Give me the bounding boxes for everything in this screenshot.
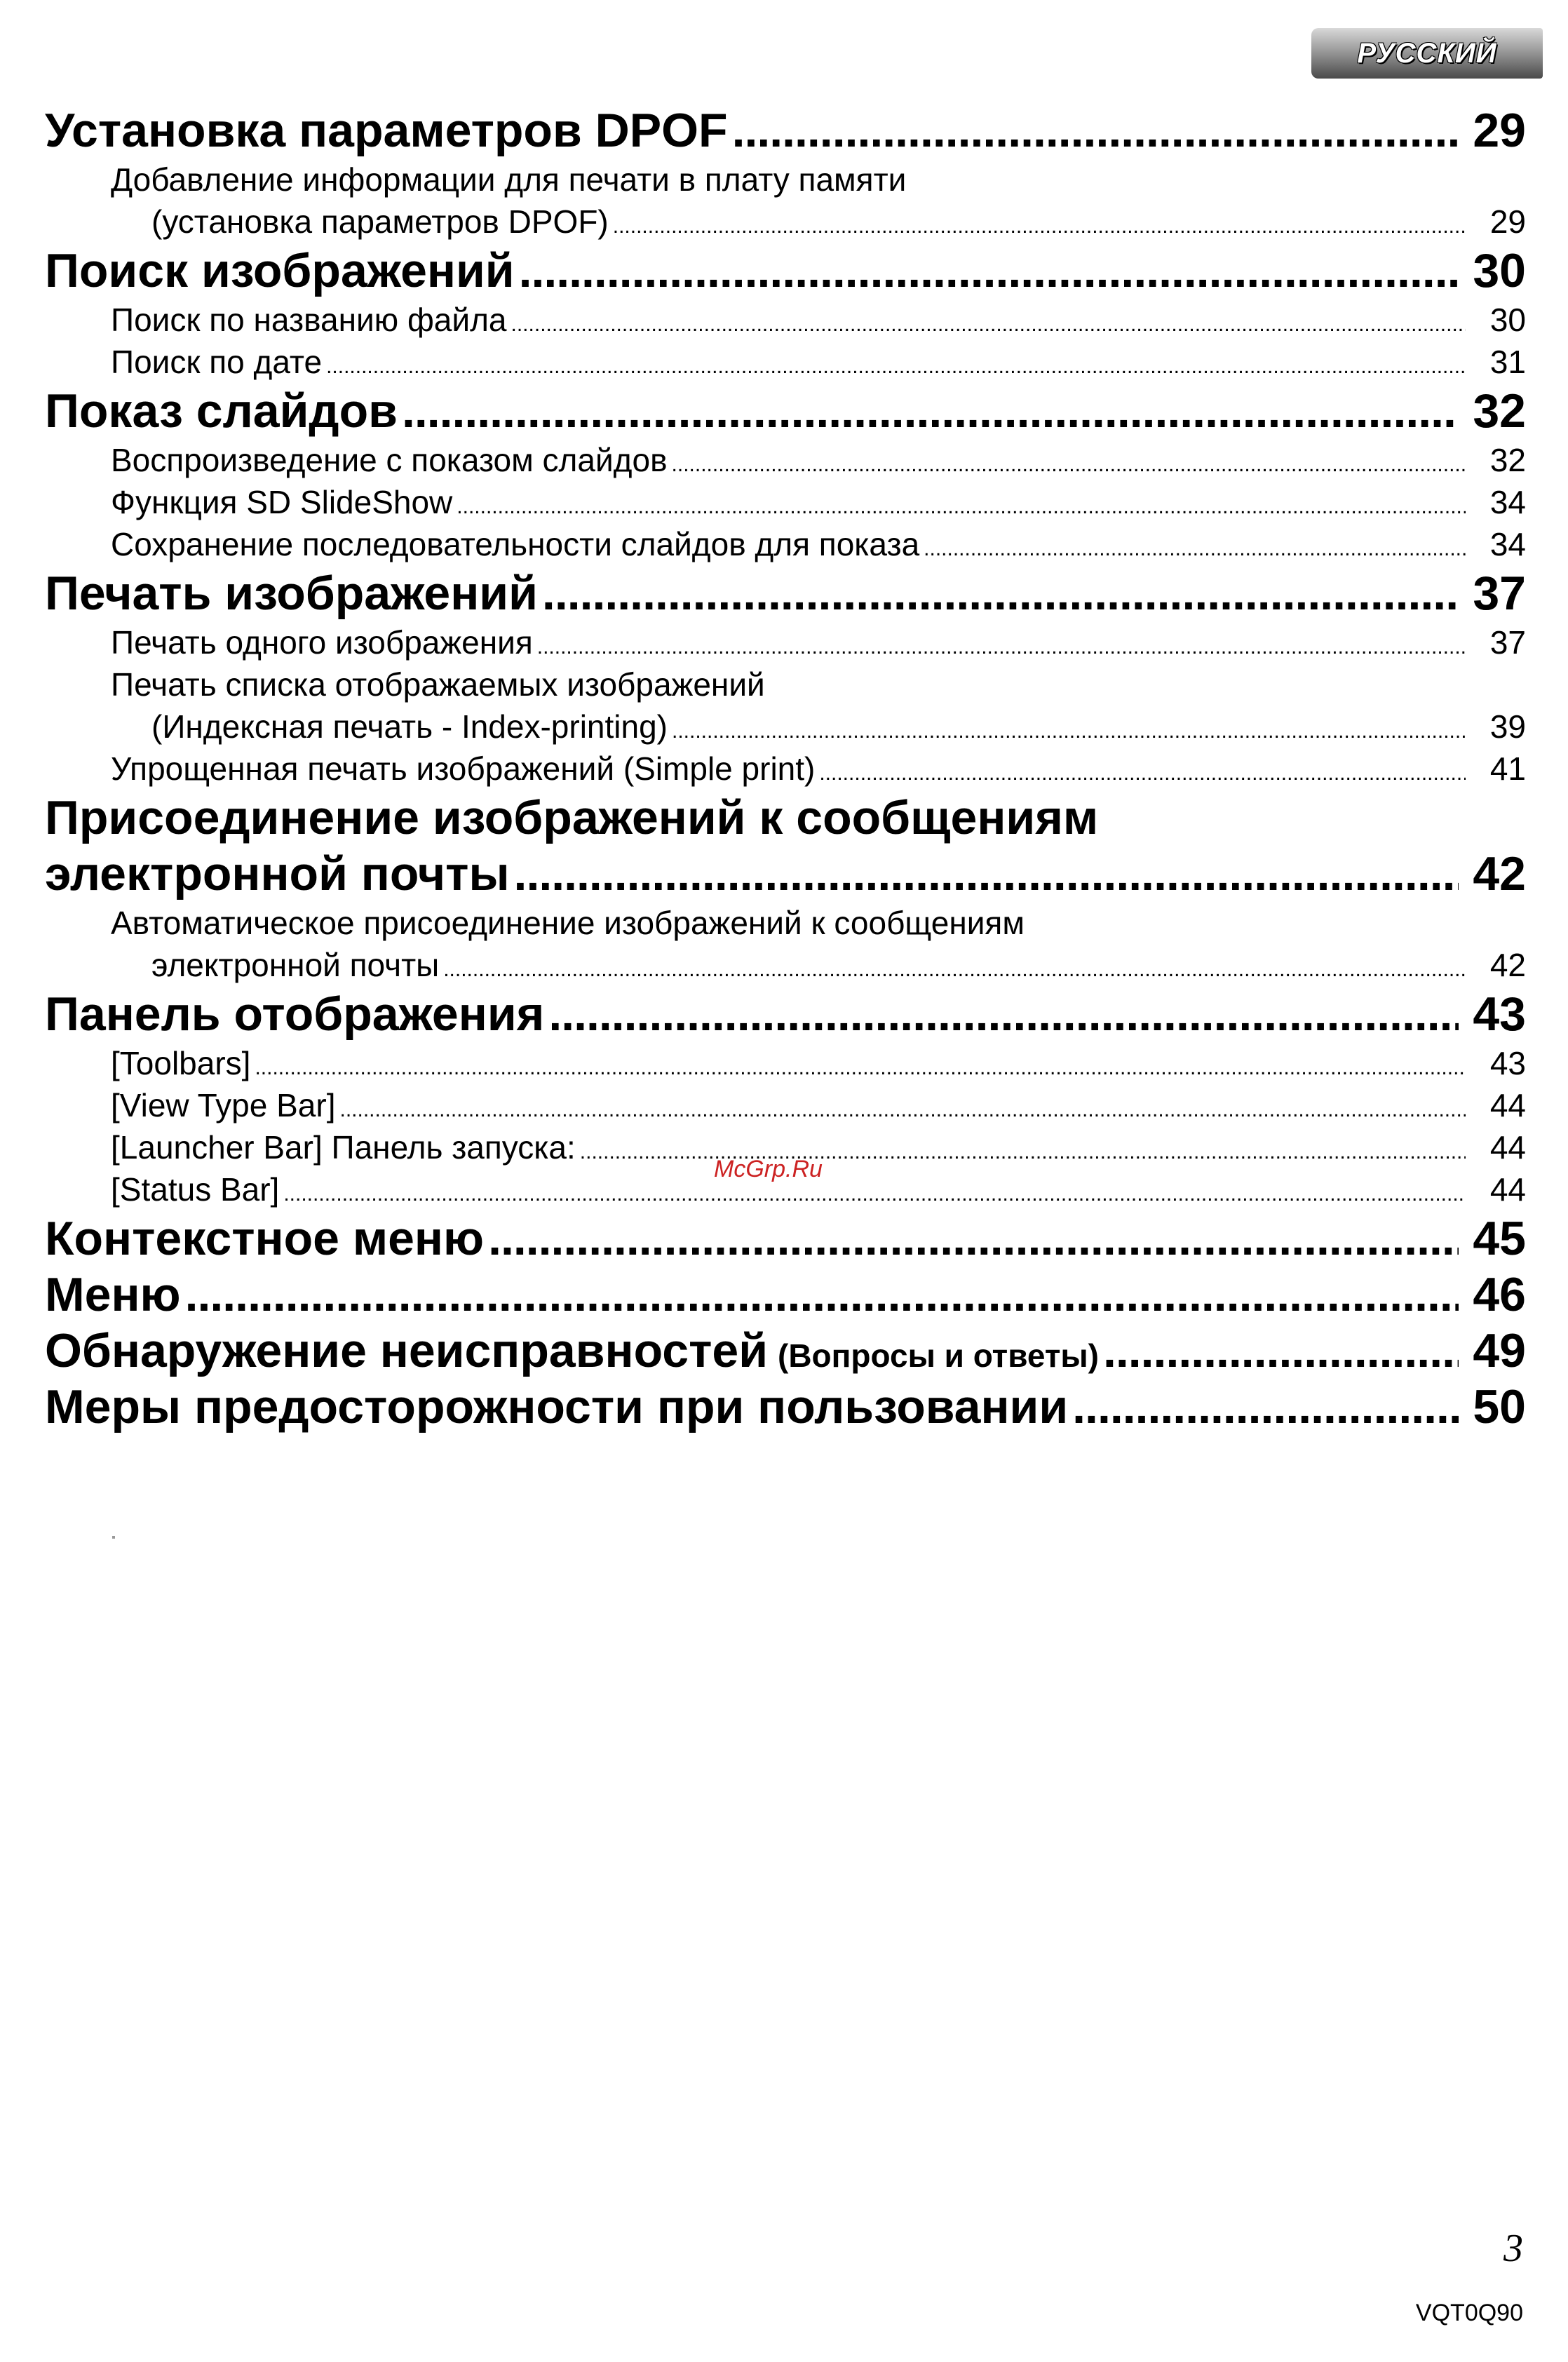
toc-entry-sub[interactable]: [45, 201, 1526, 243]
dot-leader: [613, 205, 1466, 248]
dot-leader: [732, 102, 1459, 158]
language-tab: РУССКИЙ: [1311, 28, 1543, 79]
toc-entry-title: электронной почты: [151, 947, 440, 983]
toc-entry-sub[interactable]: [45, 944, 1526, 986]
dot-leader: [519, 243, 1459, 299]
dot-leader: [185, 1267, 1459, 1323]
toc-entry-page: 32: [1473, 384, 1526, 438]
toc-entry-title: (установка параметров DPOF): [151, 203, 609, 240]
table-of-contents: [45, 102, 1526, 1435]
dot-leader: [511, 304, 1466, 346]
toc-entry-sub[interactable]: [45, 1042, 1526, 1084]
dot-leader: [1072, 1379, 1459, 1435]
toc-entry-title: электронной почты: [45, 847, 510, 900]
dot-leader: [542, 565, 1459, 621]
toc-entry-sub[interactable]: [45, 523, 1526, 565]
toc-entry-title: Меню: [45, 1268, 181, 1321]
toc-entry-title: Воспроизведение с показом слайдов: [111, 442, 668, 478]
dot-leader: [514, 846, 1459, 902]
toc-entry-title: Панель отображения: [45, 987, 545, 1041]
toc-entry-title: Обнаружение неисправностей: [45, 1324, 768, 1377]
dot-leader: [819, 753, 1466, 795]
toc-entry-page: 41: [1489, 750, 1526, 787]
toc-entry-page: 34: [1489, 526, 1526, 562]
toc-entry-page: 45: [1473, 1212, 1526, 1265]
toc-entry-title: Сохранение последовательности слайдов для показа: [111, 526, 920, 562]
toc-entry-page: 29: [1473, 104, 1526, 157]
toc-entry-page: 32: [1489, 442, 1526, 478]
dot-leader: [672, 444, 1466, 486]
toc-entry-title: Печать изображений: [45, 567, 538, 620]
toc-entry-page: 44: [1489, 1129, 1526, 1166]
toc-entry-page: 37: [1489, 624, 1526, 661]
dot-leader: [537, 626, 1466, 668]
toc-entry-title: Функция SD SlideShow: [111, 484, 453, 520]
toc-entry-main[interactable]: [45, 986, 1526, 1042]
toc-entry-sub[interactable]: [45, 663, 1526, 706]
toc-entry-main[interactable]: [45, 1323, 1526, 1379]
toc-entry-title: Поиск изображений: [45, 244, 515, 297]
toc-entry-main[interactable]: [45, 243, 1526, 299]
toc-entry-main[interactable]: [45, 565, 1526, 621]
dot-leader: [1103, 1323, 1459, 1379]
toc-entry-main[interactable]: [45, 102, 1526, 158]
toc-entry-page: 37: [1473, 567, 1526, 620]
dot-leader: [326, 346, 1466, 388]
toc-entry-main[interactable]: [45, 1379, 1526, 1435]
toc-entry-sub[interactable]: [45, 902, 1526, 944]
toc-entry-title: Автоматическое присоединение изображений к сообщениям: [111, 905, 1025, 941]
toc-entry-sub[interactable]: [45, 481, 1526, 523]
toc-entry-page: 42: [1473, 847, 1526, 900]
toc-entry-title: Контекстное меню: [45, 1212, 485, 1265]
toc-entry-main[interactable]: [45, 383, 1526, 439]
toc-entry-sub[interactable]: [45, 341, 1526, 383]
toc-entry-page: 30: [1473, 244, 1526, 297]
dot-leader: [283, 1173, 1466, 1215]
dot-leader: [443, 949, 1466, 991]
document-code: VQT0Q90: [1415, 2300, 1523, 2326]
dot-leader: [548, 986, 1459, 1042]
toc-entry-title: Показ слайдов: [45, 384, 398, 438]
toc-entry-page: 31: [1489, 344, 1526, 380]
toc-entry-page: 44: [1489, 1087, 1526, 1123]
toc-entry-page: 50: [1473, 1380, 1526, 1433]
toc-entry-sub[interactable]: [45, 706, 1526, 748]
toc-entry-sub[interactable]: [45, 439, 1526, 481]
dot-leader: [457, 486, 1466, 528]
toc-entry-page: 43: [1473, 987, 1526, 1041]
toc-entry-page: 39: [1489, 708, 1526, 745]
dot-leader: [924, 528, 1466, 570]
toc-entry-title: Поиск по названию файла: [111, 302, 507, 338]
toc-entry-page: 49: [1473, 1324, 1526, 1377]
toc-entry-title: Добавление информации для печати в плату памяти: [111, 161, 907, 198]
toc-entry-page: 44: [1489, 1171, 1526, 1208]
toc-entry-sub[interactable]: [45, 158, 1526, 201]
dot-leader: [339, 1089, 1466, 1131]
toc-entry-title: [Launcher Bar] Панель запуска:: [111, 1129, 576, 1166]
toc-entry-main[interactable]: [45, 790, 1526, 846]
toc-entry-page: 43: [1489, 1045, 1526, 1081]
toc-entry-page: 42: [1489, 947, 1526, 983]
toc-entry-page: 46: [1473, 1268, 1526, 1321]
dot-leader: [255, 1047, 1466, 1089]
toc-entry-title: [Toolbars]: [111, 1045, 251, 1081]
toc-entry-title: Поиск по дате: [111, 344, 323, 380]
toc-entry-title: (Индексная печать - Index-printing): [151, 708, 668, 745]
dot-leader: [402, 383, 1459, 439]
toc-entry-page: 29: [1489, 203, 1526, 240]
toc-entry-suffix: (Вопросы и ответы): [778, 1337, 1099, 1374]
toc-entry-title: Меры предосторожности при пользовании: [45, 1380, 1069, 1433]
toc-entry-main[interactable]: [45, 1210, 1526, 1267]
page-number: 3: [1503, 2227, 1523, 2270]
toc-entry-main[interactable]: [45, 1267, 1526, 1323]
dot-leader: [488, 1210, 1459, 1267]
toc-entry-title: [Status Bar]: [111, 1171, 280, 1208]
dot-leader: [580, 1131, 1466, 1173]
toc-entry-page: 34: [1489, 484, 1526, 520]
dot-leader: [672, 710, 1466, 753]
toc-entry-sub[interactable]: [45, 748, 1526, 790]
toc-entry-title: [View Type Bar]: [111, 1087, 336, 1123]
toc-entry-title: Упрощенная печать изображений (Simple print): [111, 750, 816, 787]
toc-entry-title: Присоединение изображений к сообщениям: [45, 791, 1099, 844]
toc-entry-title: Печать списка отображаемых изображений: [111, 666, 765, 703]
toc-entry-title: Печать одного изображения: [111, 624, 533, 661]
toc-entry-sub[interactable]: [45, 621, 1526, 663]
toc-entry-sub[interactable]: [45, 299, 1526, 341]
toc-entry-page: 30: [1489, 302, 1526, 338]
toc-entry-title: Установка параметров DPOF: [45, 104, 728, 157]
toc-entry-sub[interactable]: [45, 1084, 1526, 1126]
scan-speck: [112, 1536, 115, 1539]
watermark: McGrp.Ru: [714, 1156, 823, 1182]
toc-entry-main[interactable]: [45, 846, 1526, 902]
